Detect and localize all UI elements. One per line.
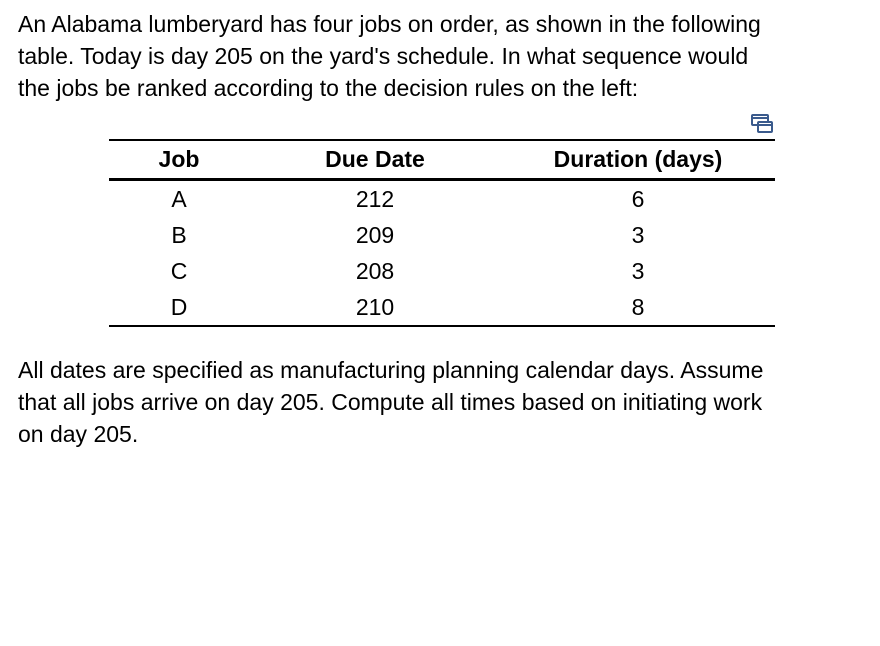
table-row — [109, 253, 775, 289]
table-header-row — [109, 140, 775, 180]
jobs-table — [109, 139, 775, 327]
table-row — [109, 217, 775, 253]
cell-job: D — [109, 289, 249, 326]
outro-line-2: that all jobs arrive on day 205. Compute all times based on initiating work — [18, 389, 763, 415]
cell-job: A — [171, 185, 187, 212]
table-row — [109, 289, 775, 326]
intro-line-1: An Alabama lumberyard has four jobs on order, as shown in the following — [18, 11, 761, 37]
header-due-date: Due Date — [249, 140, 501, 180]
outro-line-1: All dates are specified as manufacturing planning calendar days. Assume — [18, 357, 764, 383]
cell-duration: 8 — [501, 289, 775, 326]
cell-duration: 3 — [631, 257, 645, 284]
outro-line-3: on day 205. — [18, 421, 139, 447]
problem-assumptions — [18, 354, 868, 450]
header-duration: Duration (days) — [501, 140, 775, 180]
cell-job: C — [170, 257, 188, 284]
cell-job: B — [171, 221, 187, 248]
cell-duration: 3 — [631, 221, 645, 248]
cell-duration: 6 — [631, 185, 645, 212]
cell-due-date: 209 — [355, 221, 395, 248]
copy-to-clipboard-icon[interactable] — [750, 113, 774, 135]
cell-due-date: 212 — [355, 185, 395, 212]
problem-intro — [18, 8, 868, 104]
intro-line-3: the jobs be ranked according to the decision rules on the left: — [18, 75, 639, 101]
intro-line-2: table. Today is day 205 on the yard's schedule. In what sequence would — [18, 43, 749, 69]
header-job: Job — [109, 140, 249, 180]
table-row — [109, 180, 775, 218]
cell-due-date: 208 — [355, 257, 395, 284]
cell-due-date: 210 — [249, 289, 501, 326]
